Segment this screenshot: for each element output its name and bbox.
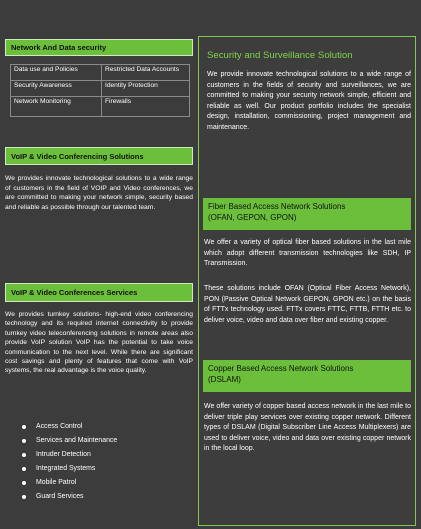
- voip-solutions-body: We provides innovate technological solutions to a wide range of customers in the field of VOIP and Video conferences, we are committed to making your network simple, security based and reliable as possible through our talented team.: [5, 175, 193, 212]
- fiber-body-2: These solutions include OFAN (Optical Fiber Access Network), PON (Passive Optical Network GEPON, GPON etc.) on the basis of FTTx technology used. FTTx covers FTTC, FTTB, FTTH etc. to deliver voice, video and data over fiber and existing copper.: [204, 285, 411, 324]
- voip-solutions-heading: [5, 147, 193, 165]
- bullet-icon: [22, 495, 26, 499]
- bullet-icon: [22, 467, 26, 471]
- table-cell: Firewalls: [102, 97, 190, 117]
- list-item: Access Control: [22, 420, 182, 434]
- copper-title-line2: (DSLAM): [208, 375, 241, 384]
- fiber-title-line1: Fiber Based Access Network Solutions: [208, 202, 346, 211]
- list-item: Intruder Detection: [22, 448, 182, 462]
- voip-services-title: VoIP & Video Conferences Services: [11, 288, 138, 297]
- table-row: [11, 65, 190, 81]
- bullet-icon: [22, 439, 26, 443]
- table-cell: Network Monitoring: [11, 97, 102, 117]
- network-security-heading: [5, 39, 193, 56]
- list-item: Integrated Systems: [22, 462, 182, 476]
- table-cell: Security Awareness: [11, 81, 102, 97]
- fiber-title-line2: (OFAN, GEPON, GPON): [208, 213, 297, 222]
- network-security-title: Network And Data security: [11, 43, 107, 52]
- fiber-body-1: We offer a variety of optical fiber based solutions in the last mile which adopt different transmission technologies like SDH, IP Transmission.: [204, 239, 411, 267]
- bullet-icon: [22, 453, 26, 457]
- table-row: [11, 97, 190, 117]
- table-row: [11, 81, 190, 97]
- list-item: Services and Maintenance: [22, 434, 182, 448]
- bullet-icon: [22, 481, 26, 485]
- list-item: Mobile Patrol: [22, 476, 182, 490]
- table-cell: Identity Protection: [102, 81, 190, 97]
- copper-title-line1: Copper Based Access Network Solutions: [208, 364, 354, 373]
- network-security-table: [10, 64, 190, 117]
- copper-heading: [203, 360, 411, 392]
- table-cell: Restricted Data Accounts: [102, 65, 190, 81]
- voip-services-body: We provides turnkey solutions- high-end video conferencing technology and its required internet connectivity to provide turnkey video teleconferencing solutions in remote areas also provide VoIP solution VoIP has the potential to take voice communication to the next level. While there are significant cost savings and plenty of features that come with VoIP systems, the real advantage is the voice quality.: [5, 311, 193, 375]
- security-title: Security and Surveillance Solution: [207, 50, 353, 61]
- bullet-icon: [22, 425, 26, 429]
- voip-solutions-title: VoIP & Video Conferencing Solutions: [11, 151, 144, 161]
- services-list: [22, 420, 182, 504]
- list-item: Guard Services: [22, 490, 182, 504]
- fiber-heading: [203, 198, 411, 230]
- voip-services-heading: [5, 283, 193, 302]
- table-cell: Data use and Policies: [11, 65, 102, 81]
- copper-body: We offer variety of copper based access network in the last mile to deliver triple play services over existing copper network. Different types of DSLAM (Digital Subscriber Line Access Multiplexers) are used to deliver voice, video and data over existing copper network in the local loop.: [204, 403, 411, 452]
- security-body: We provide innovate technological solutions to a wide range of customers in the fields of security and surveillances, we are committed to making your security network simple, efficient and reliable as well. Our product portfolio includes the specialist design, installation, commissioning, project management and maintenance.: [207, 71, 411, 131]
